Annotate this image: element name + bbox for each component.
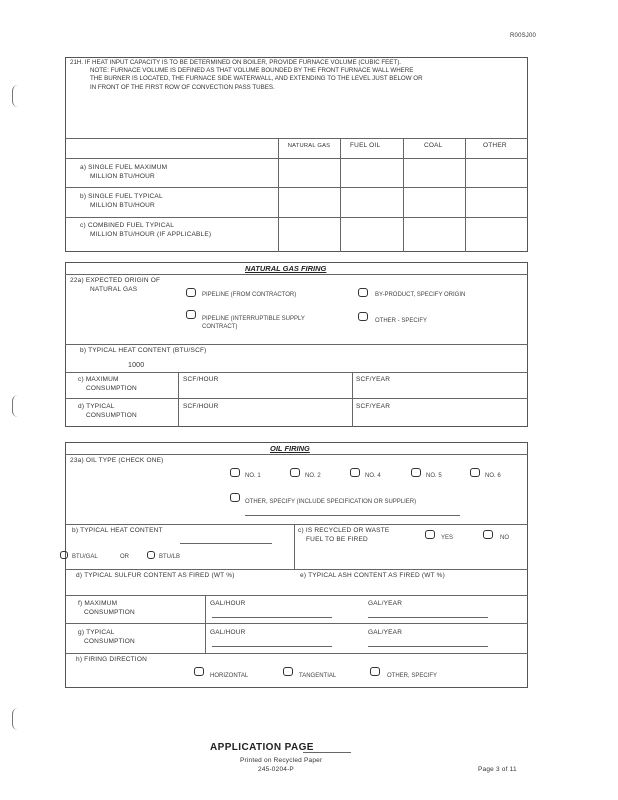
oil-typ-gal-year: GAL/YEAR <box>368 629 403 636</box>
oil-divider <box>65 653 528 654</box>
footer-page-number: Page 3 of 11 <box>478 766 517 773</box>
oil-no1-label: NO. 1 <box>245 473 261 479</box>
ng-heat-content-value[interactable]: 1000 <box>128 362 145 369</box>
table-col-divider <box>403 138 404 252</box>
oil-firing-title: OIL FIRING <box>270 444 310 453</box>
oil-firing-box <box>65 442 528 688</box>
oil-no1-checkbox[interactable] <box>230 468 240 477</box>
ng-origin-question-2: NATURAL GAS <box>90 286 138 293</box>
binder-mark-middle <box>12 395 19 417</box>
pipeline-interruptible-label: PIPELINE (INTERRUPTIBLE SUPPLY <box>202 316 305 322</box>
row-label-combined-typical: c) COMBINED FUEL TYPICAL <box>80 222 175 229</box>
oil-no6-checkbox[interactable] <box>470 468 480 477</box>
document-id: R00SJ00 <box>510 33 537 39</box>
oil-no4-checkbox[interactable] <box>350 468 360 477</box>
recycled-yes-label: YES <box>441 535 454 541</box>
footer-title-line <box>303 752 351 753</box>
ng-divider <box>65 398 528 399</box>
oil-divider <box>65 524 528 525</box>
ng-origin-question: 22a) EXPECTED ORIGIN OF <box>70 277 161 284</box>
paragraph-line: IN FRONT OF THE FIRST ROW OF CONVECTION PASS TUBES. <box>90 83 275 91</box>
recycled-fuel-question: c) IS RECYCLED OR WASTE <box>298 527 390 534</box>
oil-col-divider <box>205 595 206 653</box>
ng-typ-scf-year: SCF/YEAR <box>356 403 391 410</box>
paragraph-line: NOTE: FURNACE VOLUME IS DEFINED AS THAT VOLUME BOUNDED BY THE FRONT FURNACE WALL WHERE <box>90 67 414 75</box>
oil-col-divider <box>294 524 295 569</box>
other-direction-label: OTHER, SPECIFY <box>387 673 438 679</box>
pipeline-interruptible-label-2: CONTRACT) <box>202 324 238 330</box>
row-label-single-typical: b) SINGLE FUEL TYPICAL <box>80 193 163 200</box>
oil-divider <box>65 595 528 596</box>
footer-form-number: 245-0204-P <box>258 766 294 773</box>
oil-no2-checkbox[interactable] <box>290 468 300 477</box>
btu-lb-label: BTU/LB <box>159 554 181 560</box>
table-row-line <box>65 217 528 218</box>
byproduct-label: BY-PRODUCT, SPECIFY ORIGIN <box>375 292 466 298</box>
btu-gal-label: BTU/GAL <box>72 554 98 560</box>
oil-heat-content-label: b) TYPICAL HEAT CONTENT <box>72 527 163 534</box>
oil-type-question: 23a) OIL TYPE (CHECK ONE) <box>70 457 164 464</box>
pipeline-checkbox[interactable] <box>186 288 196 297</box>
column-header-coal: COAL <box>424 142 443 149</box>
oil-max-gal-year: GAL/YEAR <box>368 600 403 607</box>
section-21h-paragraph <box>70 59 520 92</box>
recycled-yes-checkbox[interactable] <box>425 530 435 539</box>
table-col-divider <box>340 138 341 252</box>
footer-title: APPLICATION PAGE <box>210 742 314 753</box>
sulfur-content-label: d) TYPICAL SULFUR CONTENT AS FIRED (WT %) <box>76 572 235 579</box>
row-label-single-max: a) SINGLE FUEL MAXIMUM <box>80 164 168 171</box>
ng-max-scf-hour: SCF/HOUR <box>183 376 219 383</box>
btu-lb-checkbox[interactable] <box>147 551 155 559</box>
ash-content-label: e) TYPICAL ASH CONTENT AS FIRED (WT %) <box>300 572 445 579</box>
natural-gas-title: NATURAL GAS FIRING <box>245 264 327 273</box>
column-header-natural-gas: NATURAL GAS <box>287 143 331 149</box>
recycled-fuel-question-2: FUEL TO BE FIRED <box>306 536 368 543</box>
other-origin-label: OTHER - SPECIFY <box>375 318 428 324</box>
recycled-no-checkbox[interactable] <box>483 530 493 539</box>
btu-gal-checkbox[interactable] <box>60 551 68 559</box>
oil-max-consumption-label-2: CONSUMPTION <box>84 609 135 616</box>
oil-no4-label: NO. 4 <box>365 473 381 479</box>
row-label-single-typical-unit: MILLION BTU/HOUR <box>90 202 155 209</box>
oil-title-line <box>65 454 528 455</box>
oil-typ-line <box>212 646 332 647</box>
recycled-no-label: NO <box>500 535 509 541</box>
ng-col-divider <box>352 372 353 427</box>
byproduct-checkbox[interactable] <box>358 288 368 297</box>
column-header-fuel-oil: FUEL OIL <box>350 142 381 149</box>
column-header-other: OTHER <box>483 142 507 149</box>
table-col-divider <box>465 138 466 252</box>
oil-heat-line <box>180 543 272 544</box>
oil-other-checkbox[interactable] <box>230 493 240 502</box>
row-label-single-max-unit: MILLION BTU/HOUR <box>90 173 155 180</box>
oil-divider <box>65 569 528 570</box>
oil-max-line <box>368 617 488 618</box>
ng-col-divider <box>178 372 179 427</box>
ng-typ-consumption-label-2: CONSUMPTION <box>86 412 137 419</box>
footer-subtitle: Printed on Recycled Paper <box>240 757 323 764</box>
ng-heat-content-label: b) TYPICAL HEAT CONTENT (BTU/SCF) <box>80 347 207 354</box>
ng-max-consumption-label-2: CONSUMPTION <box>86 385 137 392</box>
ng-max-scf-year: SCF/YEAR <box>356 376 391 383</box>
oil-other-label: OTHER, SPECIFY (INCLUDE SPECIFICATION OR SUPPLIER) <box>245 499 417 505</box>
cell-input[interactable] <box>341 159 402 186</box>
tangential-label: TANGENTIAL <box>299 673 337 679</box>
ng-max-consumption-label: c) MAXIMUM <box>78 376 119 383</box>
or-label: OR <box>120 554 129 560</box>
row-label-combined-typical-unit: MILLION BTU/HOUR (IF APPLICABLE) <box>90 231 212 238</box>
oil-max-consumption-label: f) MAXIMUM <box>78 600 118 607</box>
ng-divider <box>65 344 528 345</box>
oil-max-gal-hour: GAL/HOUR <box>210 600 246 607</box>
binder-mark-top <box>12 85 19 107</box>
pipeline-label: PIPELINE (FROM CONTRACTOR) <box>202 292 297 298</box>
table-col-divider <box>278 138 279 252</box>
oil-no5-checkbox[interactable] <box>411 468 421 477</box>
oil-typ-consumption-label: g) TYPICAL <box>78 629 115 636</box>
firing-direction-label: h) FIRING DIRECTION <box>76 656 147 663</box>
ng-typ-consumption-label: d) TYPICAL <box>78 403 115 410</box>
table-row-line <box>65 187 528 188</box>
oil-typ-consumption-label-2: CONSUMPTION <box>84 638 135 645</box>
oil-max-line <box>212 617 332 618</box>
oil-no6-label: NO. 6 <box>485 473 501 479</box>
paragraph-line: THE BURNER IS LOCATED, THE FURNACE SIDE WATERWALL, AND EXTENDING TO THE LEVEL JUST BELOW OR <box>90 75 423 83</box>
oil-no5-label: NO. 5 <box>426 473 442 479</box>
horizontal-checkbox[interactable] <box>194 667 204 676</box>
ng-typ-scf-hour: SCF/HOUR <box>183 403 219 410</box>
paragraph-line: 21H. IF HEAT INPUT CAPACITY IS TO BE DETERMINED ON BOILER, PROVIDE FURNACE VOLUME (CUBIC FEET). <box>70 59 401 66</box>
ng-divider <box>65 372 528 373</box>
cell-input[interactable] <box>279 159 339 186</box>
oil-typ-gal-hour: GAL/HOUR <box>210 629 246 636</box>
cell-input[interactable] <box>404 159 464 186</box>
oil-typ-line <box>368 646 488 647</box>
binder-mark-bottom <box>12 708 19 730</box>
pipeline-interruptible-checkbox[interactable] <box>186 310 196 319</box>
ng-title-line <box>65 274 528 275</box>
oil-divider <box>65 623 528 624</box>
table-top-line <box>65 138 528 139</box>
cell-input[interactable] <box>466 159 527 186</box>
horizontal-label: HORIZONTAL <box>210 673 249 679</box>
oil-other-line <box>245 515 460 516</box>
oil-no2-label: NO. 2 <box>305 473 321 479</box>
other-direction-checkbox[interactable] <box>370 667 380 676</box>
tangential-checkbox[interactable] <box>283 667 293 676</box>
other-origin-checkbox[interactable] <box>358 312 368 321</box>
